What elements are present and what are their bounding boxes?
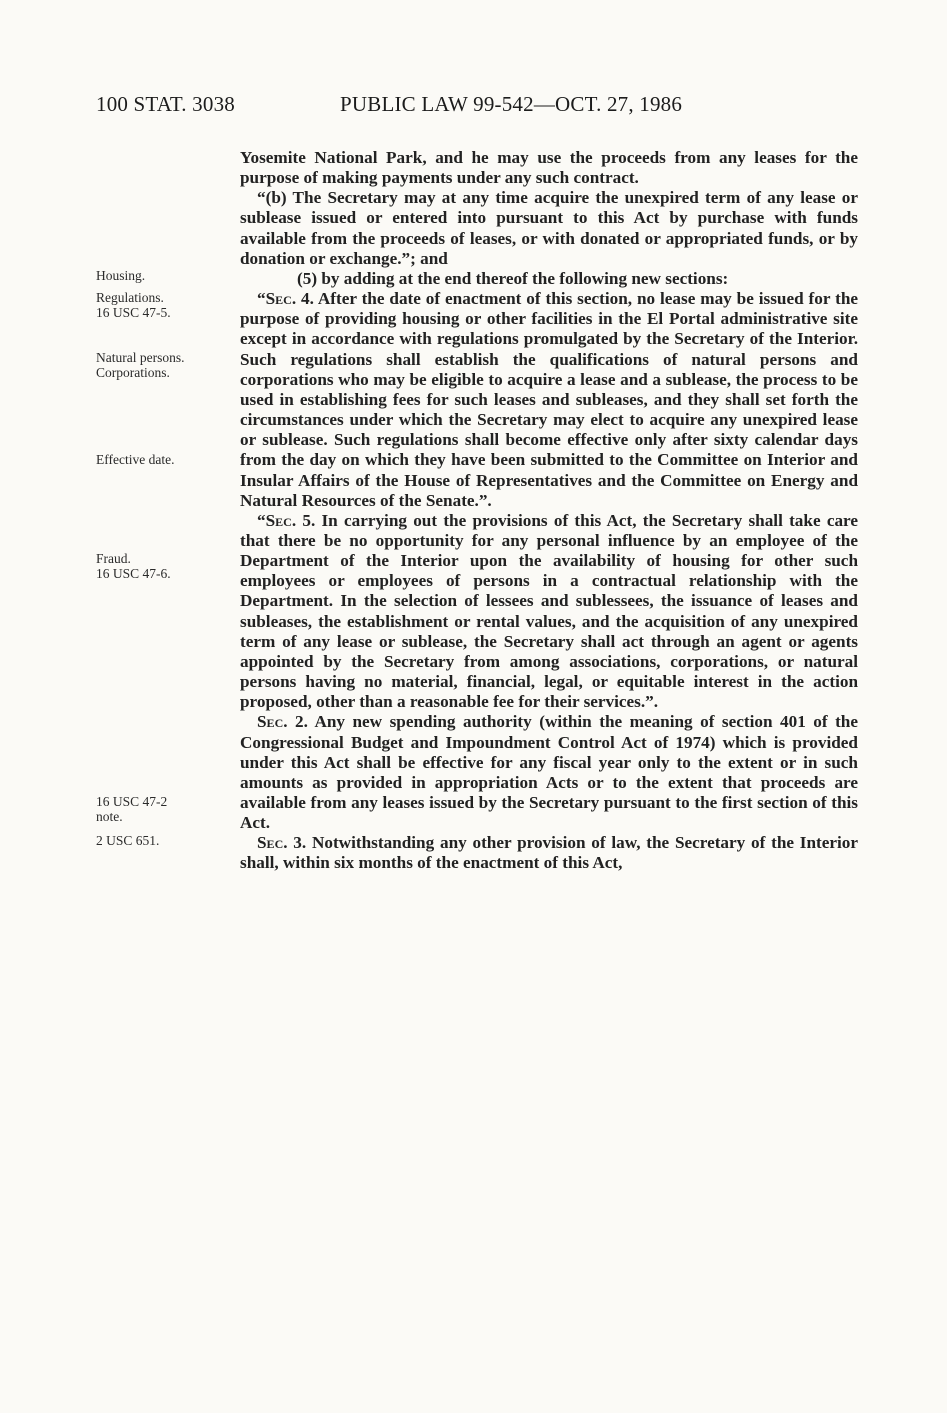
statute-body (240, 148, 858, 874)
paragraph-subsection-b: “(b) The Secretary may at any time acquire the unexpired term of any lease or sublease issued or entered into pursuant to this Act by purchase with funds available from the proceeds of leases, or with donated or appropriated funds, or by donation or exchange.”; and (240, 188, 858, 268)
margin-note-note: note. (96, 809, 123, 824)
paragraph-sec-2 (240, 712, 858, 833)
paragraph-continuation: Yosemite National Park, and he may use the proceeds from any leases for the purpose of making payments under any such contract. (240, 148, 858, 188)
sec-2-heading: Sec. 2. (257, 712, 308, 732)
sec-2-text: Any new spending authority (within the meaning of section 401 of the Congressional Budget and Impoundment Control Act of 1974) which is provided under this Act shall be effective for any fiscal year only to the extent or in such amounts as provided in appropriation Acts or to the extent that proceeds are available from any leases issued by the Secretary pursuant to the first section of this Act. (240, 712, 858, 833)
margin-note-regulations: Regulations. (96, 290, 164, 305)
paragraph-section-5 (240, 511, 858, 713)
margin-note-natural-persons: Natural persons. (96, 350, 185, 365)
margin-note-usc-47-6: 16 USC 47-6. (96, 566, 171, 581)
margin-note-usc-651: 2 USC 651. (96, 833, 160, 848)
paragraph-section-4 (240, 289, 858, 511)
page-title: PUBLIC LAW 99-542—OCT. 27, 1986 (340, 92, 683, 116)
section-5-heading: “Sec. 5. (257, 510, 316, 530)
section-5-text: In carrying out the provisions of this Act, the Secretary shall take care that there be no opportunity for any personal influence by an employee of the Department of the Interior upon the availability of housing for other such employees or employees of persons in a contractual relationship with the Department. In the selection of lessees and sublessees, the issuance of leases and subleases, the establishment or rental values, and the acquisition of any unexpired term of any lease or sublease, the Secretary shall act through an agent or agents appointed by the Secretary from among associations, corporations, or natural persons having no material, financial, legal, or equitable interest in the action proposed, other than a reasonable fee for their services.”. (240, 510, 858, 712)
paragraph-sec-3 (240, 833, 858, 873)
margin-note-usc-47-5: 16 USC 47-5. (96, 305, 171, 320)
margin-note-fraud: Fraud. (96, 551, 131, 566)
section-4-text: After the date of enactment of this section, no lease may be issued for the purpose of providing housing or other facilities in the El Portal administrative site except in accordance with regulations promulgated by the Secretary of the Interior. Such regulations shall establish the qualifications of natural persons and corporations who may be eligible to acquire a lease and a sublease, the process to be used in establishing fees for such leases and subleases, and they shall set forth the circumstances under which the Secretary may elect to acquire any unexpired lease or sublease. Such regulations shall become effective only after sixty calendar days from the day on which they have been submitted to the Committee on Interior and Insular Affairs of the House of Representatives and the Committee on Energy and Natural Resources of the Senate.”. (240, 289, 859, 510)
margin-note-housing: Housing. (96, 268, 146, 283)
sec-3-text: Notwithstanding any other provision of law, the Secretary of the Interior shall, within six months of the enactment of this Act, (240, 833, 858, 873)
margin-note-corporations: Corporations. (96, 365, 170, 380)
margin-note-usc-47-2: 16 USC 47-2 (96, 794, 168, 809)
sec-3-heading: Sec. 3. (257, 833, 307, 853)
paragraph-item-5: (5) by adding at the end thereof the following new sections: (297, 268, 729, 288)
margin-note-effective-date: Effective date. (96, 452, 175, 467)
statute-citation: 100 STAT. 3038 (96, 92, 235, 116)
section-4-heading: “Sec. 4. (257, 289, 314, 309)
